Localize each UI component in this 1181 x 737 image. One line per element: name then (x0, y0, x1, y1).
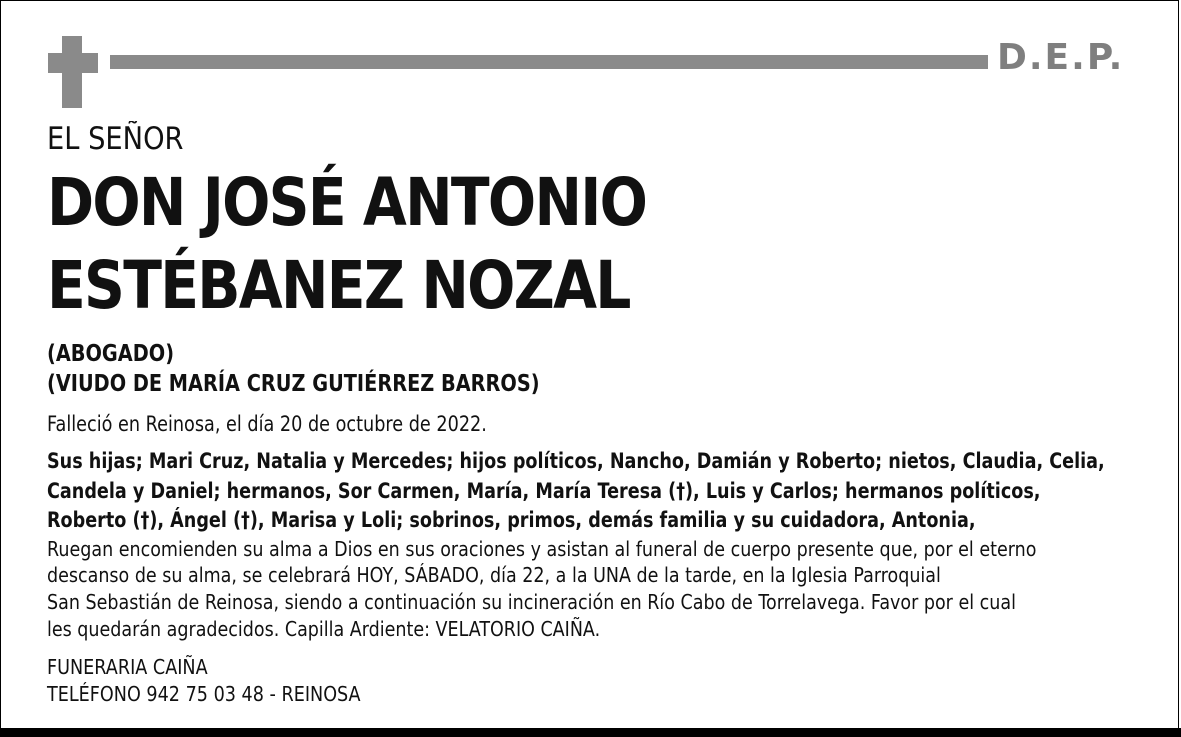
deceased-name-line-2: ESTÉBANEZ NOZAL (47, 247, 630, 324)
honorific: EL SEÑOR (47, 121, 184, 157)
funeral-home-phone: TELÉFONO 942 75 03 48 - REINOSA (47, 682, 361, 706)
body-line: San Sebastián de Reinosa, siendo a continuación su incineración en Río Cabo de Torrelavega. Favor por el cual (47, 590, 1016, 614)
body-line: descanso de su alma, se celebrará HOY, SÁBADO, día 22, a la UNA de la tarde, en la Iglesia Parroquial (47, 563, 941, 587)
deceased-name-line-1: DON JOSÉ ANTONIO (47, 164, 647, 241)
bottom-border (0, 728, 1181, 737)
family-line: Candela y Daniel; hermanos, Sor Carmen, María, María Teresa (†), Luis y Carlos; hermanos políticos, (47, 479, 1041, 503)
body-line: les quedarán agradecidos. Capilla Ardiente: VELATORIO CAIÑA. (47, 617, 601, 641)
family-line: Sus hijas; Mari Cruz, Natalia y Mercedes; hijos políticos, Nancho, Damián y Roberto; nietos, Claudia, Celia, (47, 449, 1105, 473)
body-line: Ruegan encomienden su alma a Dios en sus oraciones y asistan al funeral de cuerpo presente que, por el eterno (47, 537, 1037, 561)
cross-horizontal-bar (48, 53, 98, 73)
dep-label: D.E.P. (997, 37, 1125, 78)
funeral-home-name: FUNERARIA CAIÑA (47, 655, 208, 679)
family-line: Roberto (†), Ángel (†), Marisa y Loli; sobrinos, primos, demás familia y su cuidadora, Antonia, (47, 508, 976, 532)
widower-note: (VIUDO DE MARÍA CRUZ GUTIÉRREZ BARROS) (47, 371, 540, 397)
profession: (ABOGADO) (47, 341, 175, 367)
death-statement: Falleció en Reinosa, el día 20 de octubre de 2022. (47, 412, 487, 436)
header-rule (110, 55, 988, 69)
